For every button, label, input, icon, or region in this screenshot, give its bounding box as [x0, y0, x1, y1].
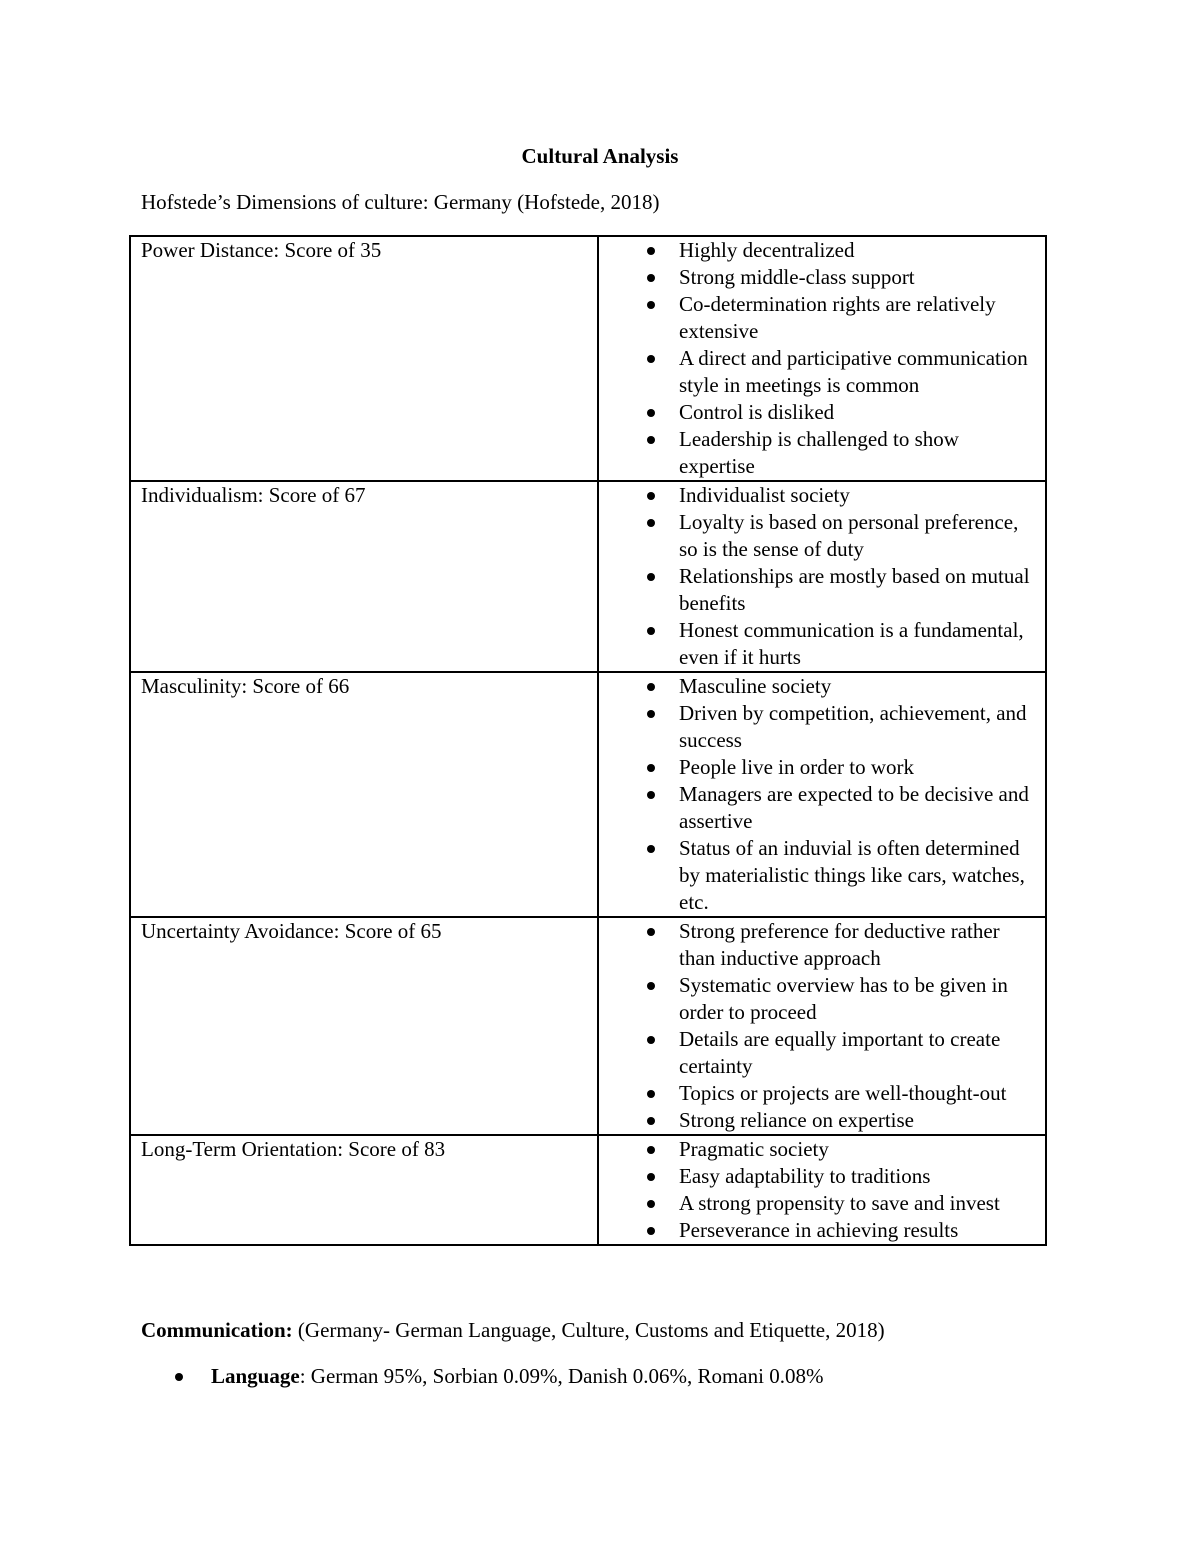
list-item: A strong propensity to save and invest: [599, 1190, 1039, 1217]
dimension-notes: [598, 672, 1046, 917]
document-subtitle: Hofstede’s Dimensions of culture: Germany (Hofstede, 2018): [141, 190, 660, 214]
list-item: Co-determination rights are relatively extensive: [599, 291, 1039, 345]
table-row: [130, 236, 1046, 481]
list-item: Easy adaptability to traditions: [599, 1163, 1039, 1190]
list-item: Driven by competition, achievement, and success: [599, 700, 1039, 754]
list-item: Leadership is challenged to show expertise: [599, 426, 1039, 480]
language-label: Language: [211, 1364, 300, 1388]
notes-list: [599, 918, 1039, 1134]
list-item: Pragmatic society: [599, 1136, 1039, 1163]
communication-heading: Communication:: [141, 1318, 293, 1342]
table-row: [130, 917, 1046, 1135]
dimension-name: Individualism: Score of 67: [130, 481, 598, 672]
list-item: Relationships are mostly based on mutual benefits: [599, 563, 1039, 617]
list-item: Strong preference for deductive rather than inductive approach: [599, 918, 1039, 972]
list-item: Topics or projects are well-thought-out: [599, 1080, 1039, 1107]
list-item: A direct and participative communication style in meetings is common: [599, 345, 1039, 399]
bullet-icon: [175, 1373, 183, 1381]
list-item: Honest communication is a fundamental, even if it hurts: [599, 617, 1039, 671]
list-item: Perseverance in achieving results: [599, 1217, 1039, 1244]
table-row: [130, 672, 1046, 917]
list-item: Control is disliked: [599, 399, 1039, 426]
list-item: Strong reliance on expertise: [599, 1107, 1039, 1134]
list-item: Systematic overview has to be given in order to proceed: [599, 972, 1039, 1026]
dimension-name: Power Distance: Score of 35: [130, 236, 598, 481]
table-row: [130, 1135, 1046, 1245]
list-item: Managers are expected to be decisive and assertive: [599, 781, 1039, 835]
communication-paragraph: [141, 1317, 885, 1344]
dimension-notes: [598, 917, 1046, 1135]
dimension-name: Masculinity: Score of 66: [130, 672, 598, 917]
notes-list: [599, 1136, 1039, 1244]
notes-list: [599, 237, 1039, 480]
dimension-name: Uncertainty Avoidance: Score of 65: [130, 917, 598, 1135]
dimension-name: Long-Term Orientation: Score of 83: [130, 1135, 598, 1245]
notes-list: [599, 673, 1039, 916]
table-row: [130, 481, 1046, 672]
list-item: Masculine society: [599, 673, 1039, 700]
list-item: Loyalty is based on personal preference, so is the sense of duty: [599, 509, 1039, 563]
list-item: Strong middle-class support: [599, 264, 1039, 291]
dimension-notes: [598, 481, 1046, 672]
list-item: Details are equally important to create certainty: [599, 1026, 1039, 1080]
hofstede-dimensions-table: [129, 235, 1047, 1246]
list-item: Highly decentralized: [599, 237, 1039, 264]
list-item: Individualist society: [599, 482, 1039, 509]
language-value: : German 95%, Sorbian 0.09%, Danish 0.06%, Romani 0.08%: [299, 1364, 824, 1388]
dimension-notes: [598, 236, 1046, 481]
list-item: Status of an induvial is often determined by materialistic things like cars, watches, etc.: [599, 835, 1039, 916]
notes-list: [599, 482, 1039, 671]
communication-citation: (Germany- German Language, Culture, Customs and Etiquette, 2018): [297, 1318, 885, 1342]
dimension-notes: [598, 1135, 1046, 1245]
language-list-item: [211, 1363, 823, 1390]
document-title: Cultural Analysis: [521, 144, 679, 168]
list-item: People live in order to work: [599, 754, 1039, 781]
